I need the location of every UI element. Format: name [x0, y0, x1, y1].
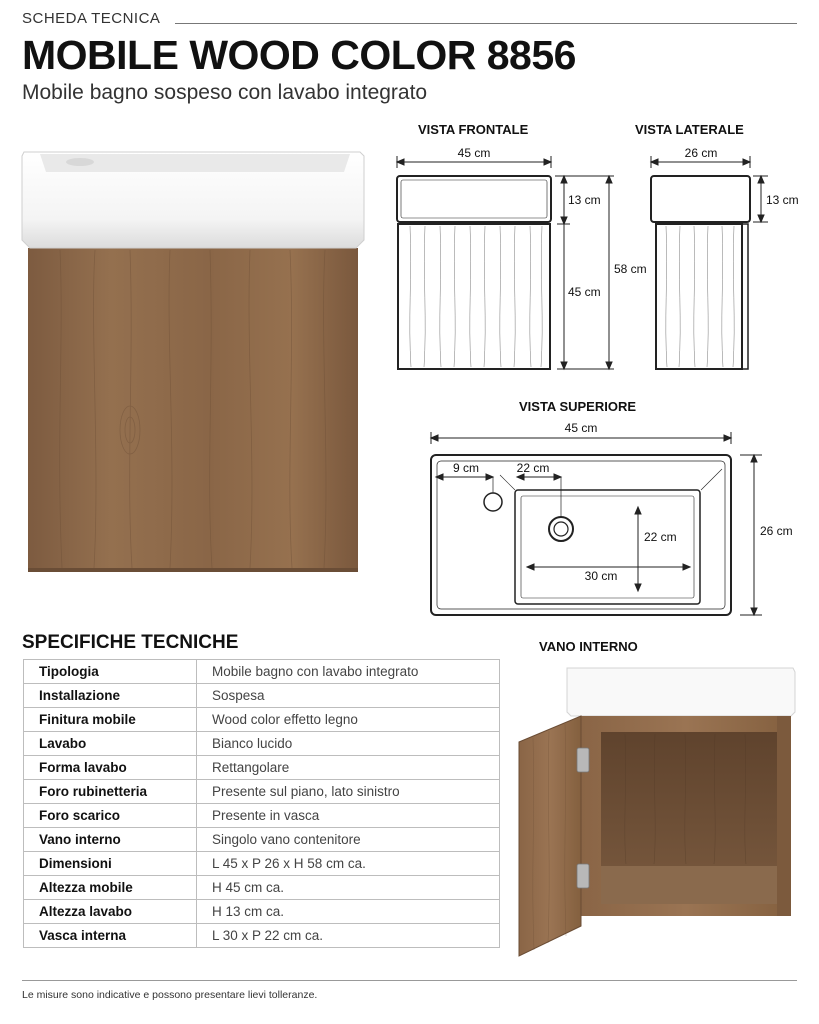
- interior-washbasin: [567, 668, 795, 716]
- spec-label: Installazione: [24, 684, 197, 708]
- interior-photo: [515, 660, 805, 960]
- table-row: [24, 828, 500, 852]
- spec-label: Dimensioni: [24, 852, 197, 876]
- front-view-drawing: [380, 143, 660, 378]
- table-row: [24, 756, 500, 780]
- spec-value: L 45 x P 26 x H 58 cm ca.: [197, 852, 500, 876]
- spec-value: H 45 cm ca.: [197, 876, 500, 900]
- product-title: MOBILE WOOD COLOR 8856: [22, 32, 576, 78]
- spec-value: L 30 x P 22 cm ca.: [197, 924, 500, 948]
- table-row: [24, 876, 500, 900]
- footer-note: Le misure sono indicative e possono presentare lievi tolleranze.: [22, 989, 318, 1001]
- spec-value: Wood color effetto legno: [197, 708, 500, 732]
- spec-value: Bianco lucido: [197, 732, 500, 756]
- spec-label: Vasca interna: [24, 924, 197, 948]
- table-row: [24, 708, 500, 732]
- spec-label: Altezza mobile: [24, 876, 197, 900]
- header-divider: [175, 23, 797, 24]
- cabinet-door: [28, 248, 358, 570]
- spec-value: H 13 cm ca.: [197, 900, 500, 924]
- lower-hinge: [577, 864, 589, 888]
- spec-label: Vano interno: [24, 828, 197, 852]
- product-subtitle: Mobile bagno sospeso con lavabo integrato: [22, 81, 428, 104]
- front-width-label: 45 cm: [457, 146, 491, 160]
- top-depth-label: 26 cm: [760, 524, 793, 538]
- side-view-title: VISTA LATERALE: [635, 122, 744, 137]
- cabinet-floor: [601, 866, 779, 904]
- product-photo: [20, 140, 368, 580]
- spec-value: Rettangolare: [197, 756, 500, 780]
- footer-divider: [22, 980, 797, 981]
- top-width-label: 45 cm: [564, 421, 598, 435]
- specs-table: [23, 659, 500, 948]
- spec-value: Sospesa: [197, 684, 500, 708]
- spec-label: Finitura mobile: [24, 708, 197, 732]
- spec-label: Lavabo: [24, 732, 197, 756]
- document-kicker: SCHEDA TECNICA: [22, 10, 161, 27]
- spec-label: Foro rubinetteria: [24, 780, 197, 804]
- spec-value: Presente in vasca: [197, 804, 500, 828]
- drain-offset-label: 22 cm: [516, 461, 550, 475]
- table-row: [24, 660, 500, 684]
- spec-value: Singolo vano contenitore: [197, 828, 500, 852]
- basin-depth-label: 22 cm: [644, 530, 677, 544]
- basin-width-label: 30 cm: [584, 569, 618, 583]
- table-row: [24, 900, 500, 924]
- spec-label: Altezza lavabo: [24, 900, 197, 924]
- spec-label: Forma lavabo: [24, 756, 197, 780]
- specs-heading: SPECIFICHE TECNICHE: [22, 632, 239, 653]
- front-cabinet-height-label: 45 cm: [568, 285, 601, 299]
- cabinet-bottom-edge: [28, 568, 358, 572]
- table-row: [24, 804, 500, 828]
- spec-value: Mobile bagno con lavabo integrato: [197, 660, 500, 684]
- table-row: [24, 780, 500, 804]
- tap-hole: [66, 158, 94, 166]
- side-basin-height-label: 13 cm: [766, 193, 799, 207]
- front-view-title: VISTA FRONTALE: [418, 122, 529, 137]
- spec-label: Tipologia: [24, 660, 197, 684]
- spec-value: Presente sul piano, lato sinistro: [197, 780, 500, 804]
- top-view-drawing: [420, 415, 815, 625]
- cabinet-side-panel: [777, 716, 791, 916]
- table-row: [24, 924, 500, 948]
- side-view-drawing: [640, 143, 815, 378]
- interior-view-title: VANO INTERNO: [539, 639, 638, 654]
- open-door: [519, 716, 581, 956]
- table-row: [24, 852, 500, 876]
- front-total-height-label: 58 cm: [614, 262, 647, 276]
- table-row: [24, 732, 500, 756]
- side-depth-label: 26 cm: [684, 146, 718, 160]
- tap-offset-label: 9 cm: [452, 461, 480, 475]
- front-basin-height-label: 13 cm: [568, 193, 601, 207]
- table-row: [24, 684, 500, 708]
- top-view-title: VISTA SUPERIORE: [519, 399, 637, 414]
- upper-hinge: [577, 748, 589, 772]
- spec-label: Foro scarico: [24, 804, 197, 828]
